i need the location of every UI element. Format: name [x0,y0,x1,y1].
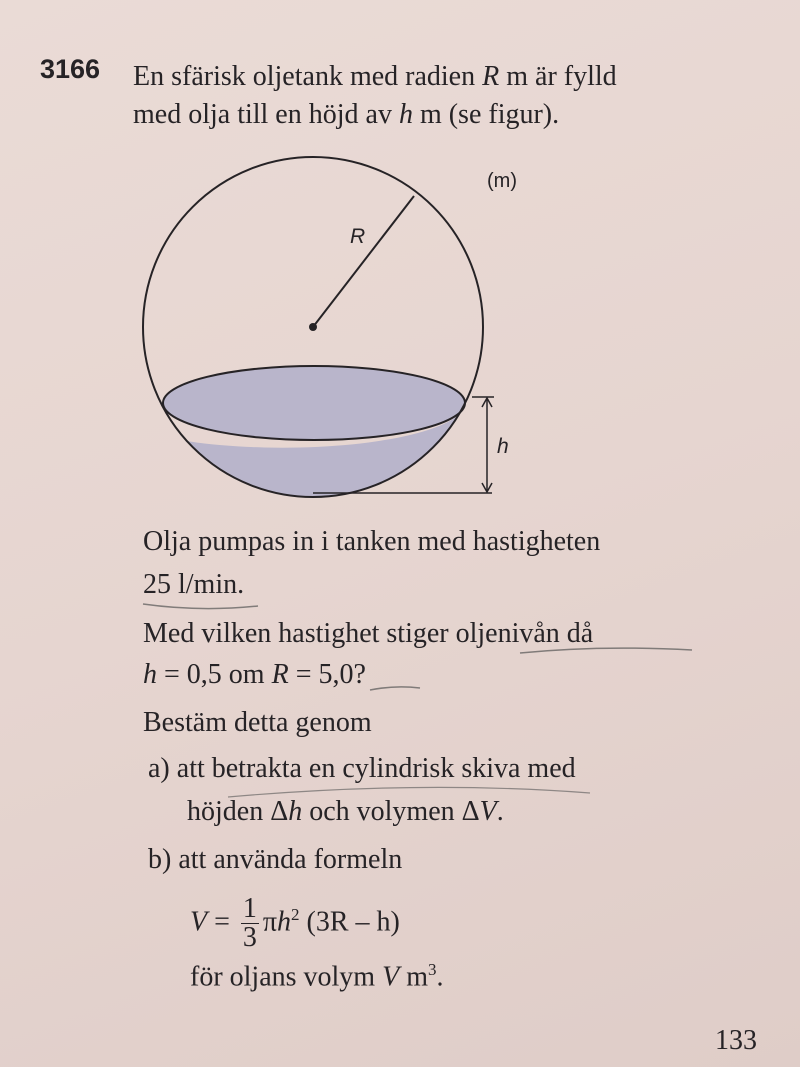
formula [190,885,400,952]
unit: m [406,961,428,993]
text: m (se figur). [419,99,560,130]
text: höjden Δ [187,796,289,827]
var-R: R [271,659,289,690]
exponent: 3 [427,960,437,979]
part-b-line1 [148,843,402,877]
var-V: V [479,796,497,827]
text: = 0,5 om [164,659,265,690]
var-R: R [482,61,500,92]
problem-number: 3166 [40,54,101,84]
body-line2: 25 l/min. [143,569,245,600]
oil-surface [163,366,465,440]
text: . [496,796,504,827]
text: att använda formeln [178,844,403,875]
unit-label: (m) [487,170,517,192]
part-a-label: a) [148,753,170,784]
part-b-label: b) [148,844,172,875]
exponent: 2 [291,905,300,924]
text: En sfärisk oljetank med radien [133,61,476,92]
var-h: h [277,906,292,938]
page-number: 133 [715,1025,757,1056]
height-label: h [497,435,509,458]
body-line4 [143,658,366,692]
center-point [309,323,317,331]
text: med olja till en höjd av [133,99,392,130]
body-line1: Olja pumpas in i tanken med hastigheten [143,526,601,557]
text: och volymen Δ [309,796,480,827]
body-line5: Bestäm detta genom [143,707,372,738]
part-a-line2 [187,795,504,829]
text: . [436,961,444,993]
body-line3: Med vilken hastighet stiger oljenivån då [143,618,594,649]
denominator: 3 [242,922,257,954]
text: m är fylld [506,61,617,92]
numerator: 1 [242,893,257,925]
var-h: h [398,99,413,130]
text: att betrakta en cylindrisk skiva med [176,753,576,784]
text: för oljans volym [190,961,376,993]
var-V: V [382,961,400,993]
text: = 5,0? [295,659,366,690]
radius-line [313,196,414,327]
text: (3R – h) [306,906,400,938]
last-line [190,953,443,994]
part-a-line1 [148,752,576,786]
equals: = [214,906,230,938]
radius-label: R [350,225,366,248]
var-V: V [190,906,208,938]
var-h: h [288,796,303,827]
pi: π [262,906,278,938]
fraction [241,895,259,952]
var-h: h [143,659,157,690]
